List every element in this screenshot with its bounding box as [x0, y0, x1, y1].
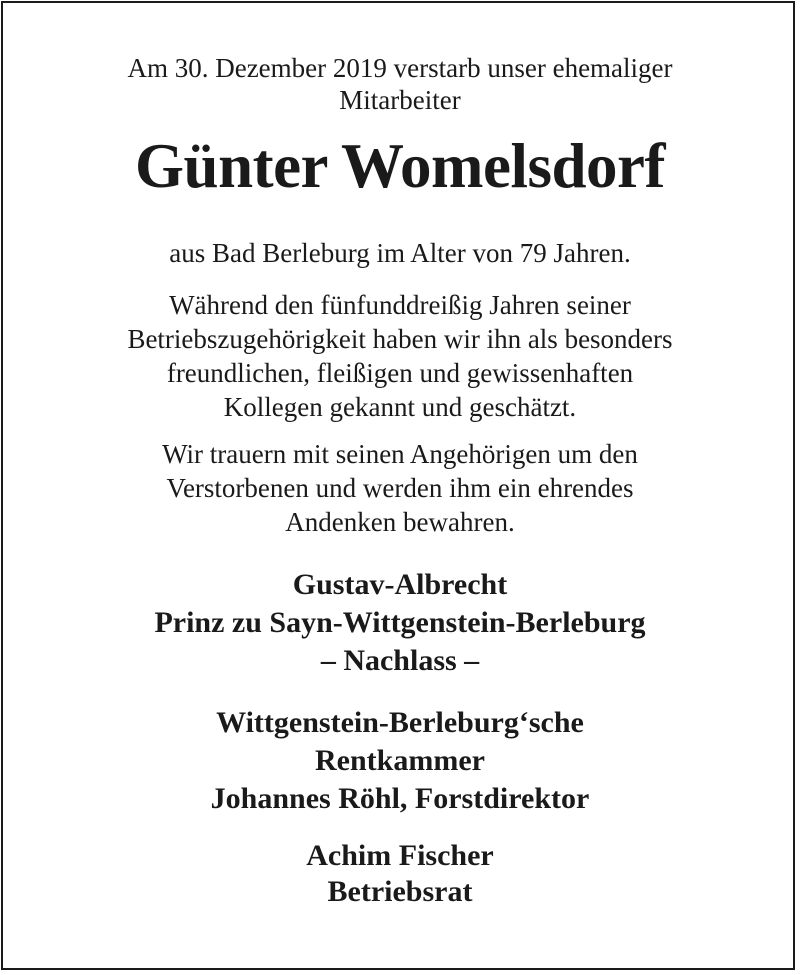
- signatory-works-council: Achim Fischer Betriebsrat: [306, 839, 494, 908]
- deceased-name: Günter Womelsdorf: [135, 131, 665, 201]
- intro-text: Am 30. Dezember 2019 verstarb unser ehemaliger Mitarbeiter: [127, 53, 673, 115]
- tribute-paragraph: Während den fünfunddreißig Jahren seiner Betriebszugehörigkeit haben wir ihn als besonders freundlichen, fleißigen und gewissenhaften Kollegen gekannt und geschätzt.: [127, 290, 673, 422]
- signatory-estate: Gustav-Albrecht Prinz zu Sayn-Wittgenstein-Berleburg – Nachlass –: [154, 568, 646, 677]
- origin-age-text: aus Bad Berleburg im Alter von 79 Jahren.: [169, 238, 631, 268]
- mourning-paragraph: Wir trauern mit seinen Angehörigen um den Verstorbenen und werden ihm ein ehrendes Andenken bewahren.: [162, 439, 638, 537]
- signatory-rentkammer: Wittgenstein-Berleburg‘sche Rentkammer Johannes Röhl, Forstdirektor: [210, 706, 590, 815]
